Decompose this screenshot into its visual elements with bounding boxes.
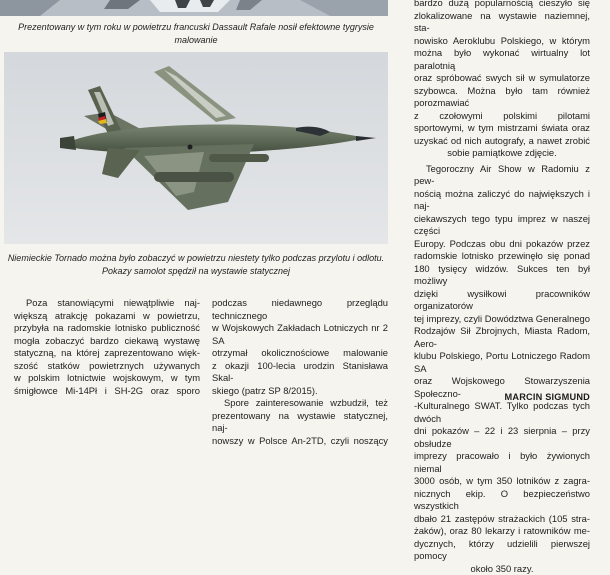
- rafale-photo: [0, 0, 388, 16]
- article-line: w polskim lotnictwie wojskowym, w tym: [14, 372, 200, 385]
- caption-top: Prezentowany w tym roku w powietrzu francuski Dassault Rafale nosił efektowne tygrysie malowanie: [4, 21, 388, 46]
- article-line: sportowymi, w tym mistrzami świata oraz: [414, 122, 590, 135]
- article-line: bardzo dużą popularnością cieszyło się: [414, 0, 590, 10]
- article-line: nicznych ekip. O bezpieczeństwo wszystkich: [414, 488, 590, 513]
- article-line: nowszy w Polsce An-2TD, czyli noszący: [212, 435, 388, 448]
- article-line: większą atrakcję pokazami w powietrzu,: [14, 310, 200, 323]
- article-column-2: [212, 297, 388, 447]
- article-line: skiego (patrz SP 8/2015).: [212, 385, 388, 398]
- article-line: dycznych, którzy udzielili pierwszej pomocy: [414, 538, 590, 563]
- article-line: dzięki wysiłkowi pracowników organizatorów: [414, 288, 590, 313]
- article-line: imprezy pracowało i było żywionych niemal: [414, 450, 590, 475]
- article-column-1: [14, 297, 200, 397]
- article-column-3: [414, 0, 590, 575]
- article-line: mogła zobaczyć bardzo ciekawą wystawę: [14, 335, 200, 348]
- article-line: otrzymał okolicznościowe malowanie: [212, 347, 388, 360]
- rafale-tiger-livery-image: [0, 0, 388, 16]
- article-line: -Kulturalnego SWAT. Tylko podczas tych dwóch: [414, 400, 590, 425]
- article-line: klubu Polskiego, Portu Lotniczego Radom SA: [414, 350, 590, 375]
- article-line: około 350 razy.: [414, 563, 590, 575]
- article-line: zlokalizowane na wystawie naziemnej, sta-: [414, 10, 590, 35]
- article-line: 3000 osób, w tym 350 lotników z zagra-: [414, 475, 590, 488]
- article-line: tej imprezy, czyli Dowództwa Generalnego: [414, 313, 590, 326]
- article-line: żaków), oraz 80 lekarzy i ratowników me-: [414, 525, 590, 538]
- article-line: szość statków powietrznych używanych: [14, 360, 200, 373]
- article-line: z okazji 100-lecia urodzin Stanisława Skal-: [212, 360, 388, 385]
- article-line: oraz spróbować swych sił w symulatorze: [414, 72, 590, 85]
- article-line: w Wojskowych Zakładach Lotniczych nr 2 SA: [212, 322, 388, 347]
- article-line: oraz Wojskowego Stowarzyszenia Społeczno-: [414, 375, 590, 400]
- article-line: nością można zaliczyć do największych i naj-: [414, 188, 590, 213]
- article-line: Spore zainteresowanie wzbudził, też: [212, 397, 388, 410]
- article-line: szybowca. Można było tam również porozmawiać: [414, 85, 590, 110]
- tornado-aircraft-image: [4, 52, 388, 244]
- article-line: śmigłowce Mi-14Pł i SH-2G oraz sporo: [14, 385, 200, 398]
- article-line: z czołowymi polskimi pilotami: [414, 110, 590, 123]
- author-byline: MARCIN SIGMUND: [414, 392, 590, 402]
- article-line: 180 tysięcy widzów. Sukces ten był możliwy: [414, 263, 590, 288]
- article-line: przybyła na radomskie lotnisko publiczność: [14, 322, 200, 335]
- tornado-photo: [4, 52, 388, 244]
- article-line: można było wykonać wirtualny lot paralotnią: [414, 47, 590, 72]
- article-line: dni pokazów – 22 i 23 sierpnia – przy obsłudze: [414, 425, 590, 450]
- caption-main: Niemieckie Tornado można było zobaczyć w powietrzu niestety tylko podczas przylotu i odlotu. Pokazy samolot spędził na wystawie statycznej: [4, 252, 388, 277]
- article-line: uzyskać od nich autografy, a nawet zrobić: [414, 135, 590, 148]
- article-line: radomskie lotnisko przewinęło się ponad: [414, 250, 590, 263]
- article-line: Rodzajów Sił Zbrojnych, Miasta Radom, Aero-: [414, 325, 590, 350]
- article-line: Poza stanowiącymi niewątpliwie naj-: [14, 297, 200, 310]
- article-line: statyczną, na której zaprezentowano więk-: [14, 347, 200, 360]
- article-line: dbało 21 zastępów strażackich (105 stra-: [414, 513, 590, 526]
- article-line: Europy. Podczas obu dni pokazów przez: [414, 238, 590, 251]
- article-line: prezentowany na wystawie statycznej, naj-: [212, 410, 388, 435]
- article-line: sobie pamiątkowe zdjęcie.: [414, 147, 590, 160]
- article-line: ciekawszych tego typu imprez w naszej części: [414, 213, 590, 238]
- article-line: nowisko Aeroklubu Polskiego, w którym: [414, 35, 590, 48]
- article-line: Tegoroczny Air Show w Radomiu z pew-: [414, 163, 590, 188]
- article-line: podczas niedawnego przeglądu technicznego: [212, 297, 388, 322]
